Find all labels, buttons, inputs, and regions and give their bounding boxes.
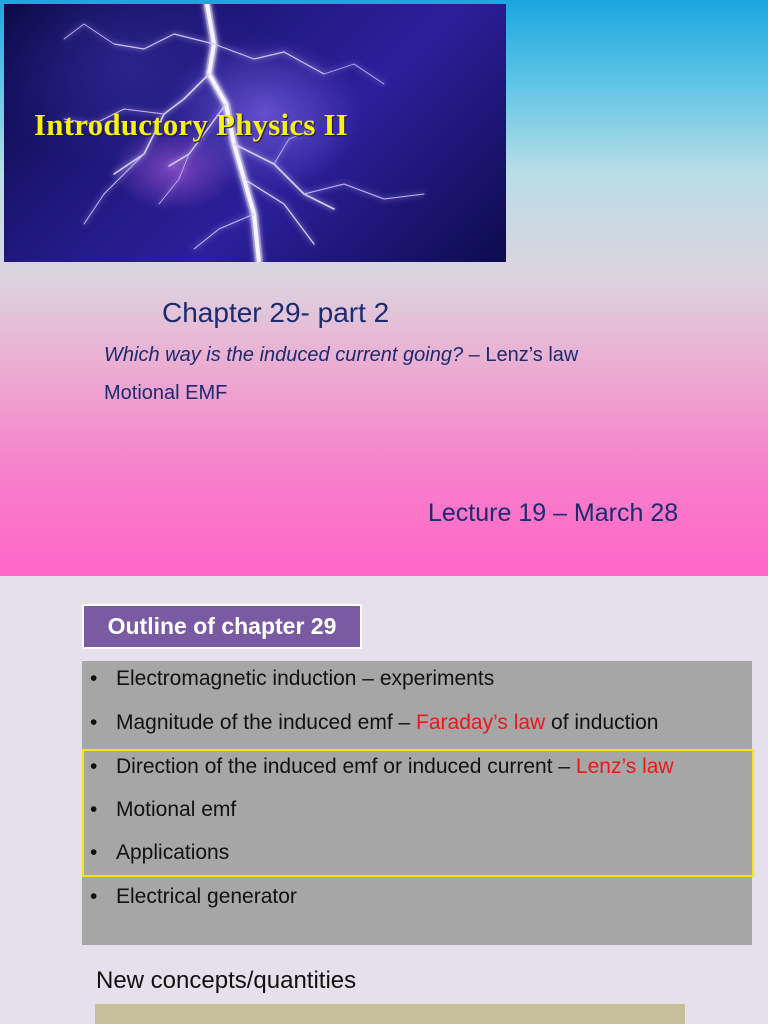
lightning-banner	[4, 4, 506, 262]
subtitle-suffix: – Lenz’s law	[463, 344, 579, 366]
outline-slide	[0, 576, 768, 1024]
lecture-date: Lecture 19 – March 28	[428, 499, 679, 527]
bullet-icon: •	[90, 841, 98, 864]
bullet-icon: •	[90, 885, 98, 908]
faradays-law-label: Faraday’s law	[416, 711, 546, 734]
bullet-icon: •	[90, 711, 98, 734]
bullet-icon: •	[90, 798, 98, 821]
outline-header: Outline of chapter 29	[82, 604, 362, 649]
banner-title: Introductory Physics II	[34, 107, 349, 142]
list-item: • Motional emf	[90, 798, 237, 821]
list-item: • Electromagnetic induction – experiments	[90, 667, 495, 690]
list-item: • Applications	[90, 841, 230, 864]
new-concepts-heading: New concepts/quantities	[96, 967, 357, 994]
subtitle-question: Which way is the induced current going?	[104, 344, 464, 366]
bullet-icon: •	[90, 667, 98, 690]
list-item: • Electrical generator	[90, 885, 297, 908]
chapter-title: Chapter 29- part 2	[162, 297, 390, 328]
concepts-box	[95, 1004, 685, 1024]
list-item: • Magnitude of the induced emf – Faraday’s law of induction	[90, 711, 659, 734]
list-item: • Direction of the induced emf or induced current – Lenz’s law	[90, 755, 674, 778]
subtitle-motional-emf: Motional EMF	[104, 382, 228, 404]
lenzs-law-label: Lenz’s law	[575, 755, 674, 778]
bullet-icon: •	[90, 755, 98, 778]
subtitle-line	[104, 344, 578, 367]
